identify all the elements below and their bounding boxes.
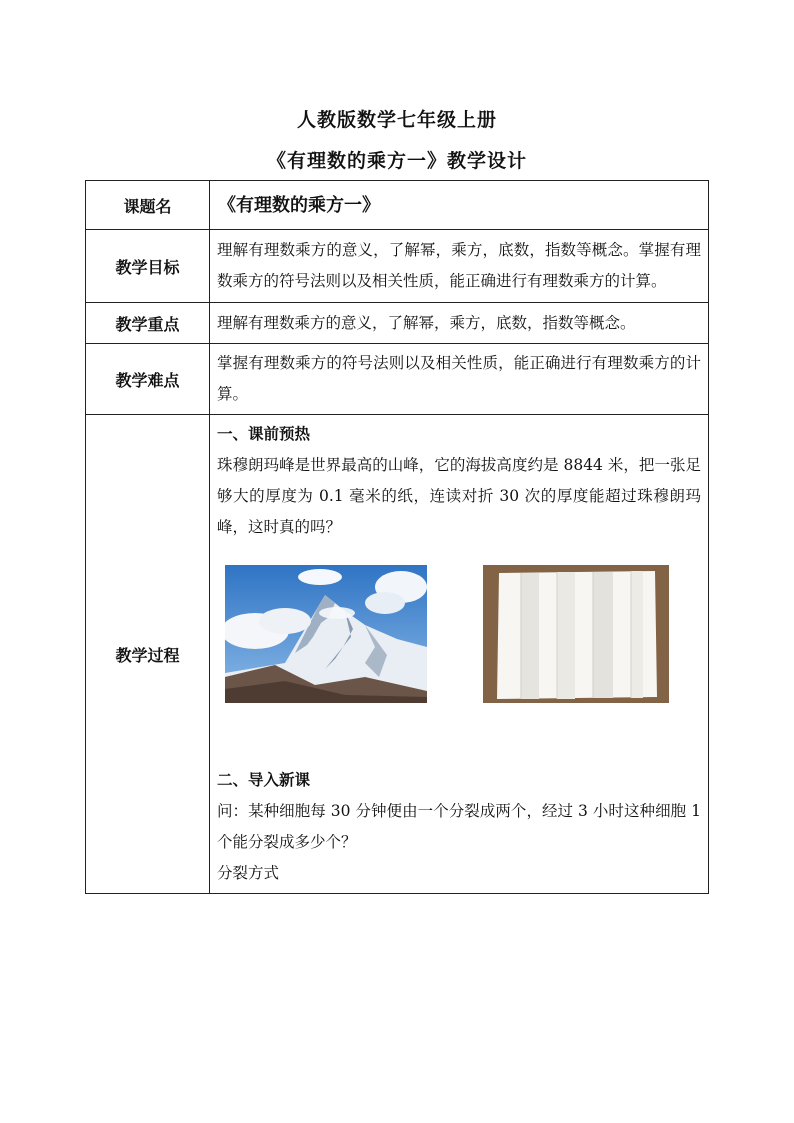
section2-heading: 二、导入新课 <box>217 771 311 789</box>
image-row <box>217 553 701 753</box>
document-title: 人教版数学七年级上册 <box>296 109 497 131</box>
topic-value: 《有理数的乘方一》 <box>210 181 709 230</box>
process-content <box>210 415 709 894</box>
section1-heading: 一、课前预热 <box>217 425 311 443</box>
section2-tail: 分裂方式 <box>217 864 280 882</box>
lesson-title: 《有理数的乘方一》教学设计 <box>266 150 527 172</box>
topic-label: 课题名 <box>86 181 210 230</box>
key-points-value: 理解有理数乘方的意义，了解幂，乘方，底数，指数等概念。 <box>210 303 709 344</box>
goals-label: 教学目标 <box>86 230 210 303</box>
mountain-image <box>225 565 427 703</box>
goals-value: 理解有理数乘方的意义，了解幂，乘方，底数，指数等概念。掌握有理数乘方的符号法则以及相关性质，能正确进行有理数乘方的计算。 <box>210 230 709 303</box>
table-row-topic <box>86 181 709 230</box>
table-row-difficulties <box>86 344 709 415</box>
difficulties-value: 掌握有理数乘方的符号法则以及相关性质，能正确进行有理数乘方的计算。 <box>210 344 709 415</box>
process-label: 教学过程 <box>86 415 210 894</box>
key-points-label: 教学重点 <box>86 303 210 344</box>
difficulties-label: 教学难点 <box>86 344 210 415</box>
lesson-plan-table <box>85 180 709 894</box>
section2-text: 问：某种细胞每 30 分钟便由一个分裂成两个，经过 3 小时这种细胞 1 个能分裂成多少个？ <box>217 802 701 851</box>
section1-text: 珠穆朗玛峰是世界最高的山峰，它的海拔高度约是 8844 米，把一张足够大的厚度为 0.1 毫米的纸，连读对折 30 次的厚度能超过珠穆朗玛峰，这时真的吗？ <box>217 456 701 536</box>
folded-paper-image <box>483 565 669 703</box>
table-row-key-points <box>86 303 709 344</box>
table-row-process <box>86 415 709 894</box>
table-row-goals <box>86 230 709 303</box>
